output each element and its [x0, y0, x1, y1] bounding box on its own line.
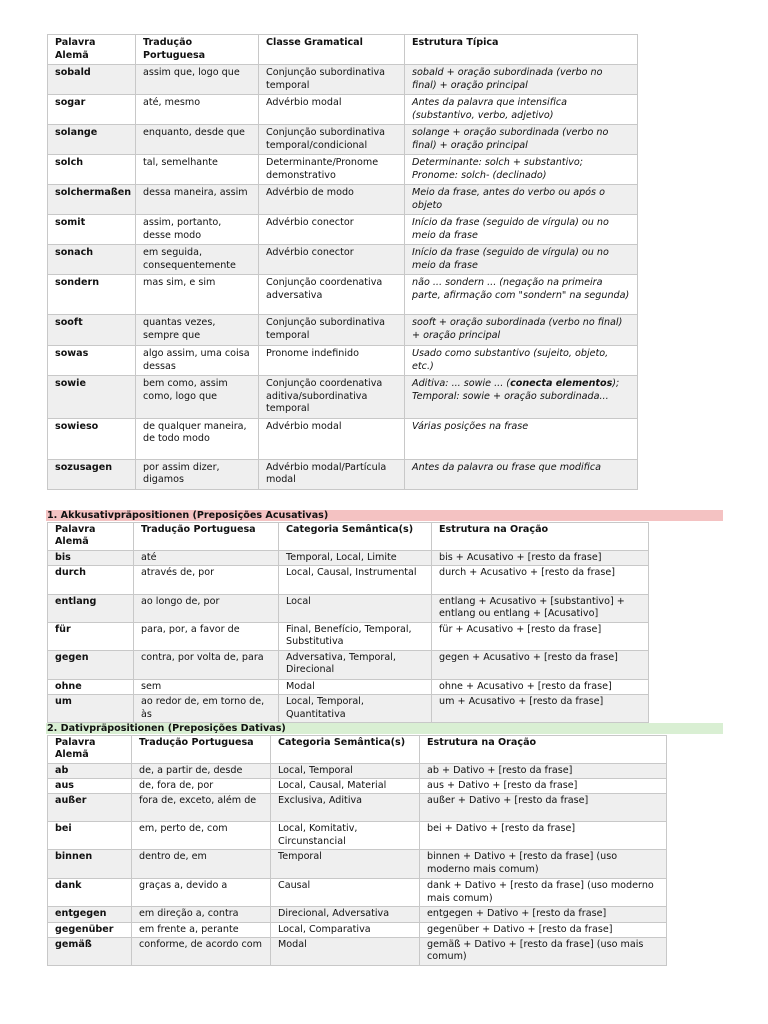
- category-cell: Exclusiva, Aditiva: [271, 794, 420, 822]
- category-cell: Local, Temporal: [271, 764, 420, 779]
- translation-cell: de qualquer maneira, de todo modo: [136, 418, 259, 459]
- column-header: Classe Gramatical: [259, 35, 405, 65]
- word-cell: somit: [48, 215, 136, 245]
- word-cell: sondern: [48, 275, 136, 315]
- structure-cell: [405, 376, 638, 419]
- table-header-row: [48, 35, 638, 65]
- translation-cell: assim, portanto, desse modo: [136, 215, 259, 245]
- translation-cell: através de, por: [134, 566, 279, 595]
- table-row: [48, 65, 638, 95]
- column-header: Estrutura Típica: [405, 35, 638, 65]
- class-cell: Advérbio conector: [259, 245, 405, 275]
- word-cell: außer: [48, 794, 132, 822]
- translation-cell: contra, por volta de, para: [134, 651, 279, 680]
- table-row: [48, 566, 649, 595]
- structure-cell: dank + Dativo + [resto da frase] (uso moderno mais comum): [420, 879, 667, 907]
- word-cell: bis: [48, 551, 134, 566]
- category-cell: Final, Benefício, Temporal, Substitutiva: [279, 623, 432, 651]
- translation-cell: em frente a, perante: [132, 922, 271, 937]
- table-row: [48, 125, 638, 155]
- table-row: [48, 459, 638, 489]
- translation-cell: de, a partir de, desde: [132, 764, 271, 779]
- category-cell: Local, Komitativ, Circunstancial: [271, 822, 420, 850]
- translation-cell: quantas vezes, sempre que: [136, 315, 259, 346]
- structure-cell: Antes da palavra ou frase que modifica: [405, 459, 638, 489]
- table-row: [48, 315, 638, 346]
- structure-cell: aus + Dativo + [resto da frase]: [420, 779, 667, 794]
- structure-cell: gemäß + Dativo + [resto da frase] (uso mais comum): [420, 937, 667, 965]
- table-row: [48, 595, 649, 623]
- structure-bold-text: conecta elementos: [510, 378, 613, 389]
- word-cell: entlang: [48, 595, 134, 623]
- translation-cell: dessa maneira, assim: [136, 185, 259, 215]
- table-row: [48, 346, 638, 376]
- structure-cell: bis + Acusativo + [resto da frase]: [432, 551, 649, 566]
- structure-cell: Várias posições na frase: [405, 418, 638, 459]
- word-cell: für: [48, 623, 134, 651]
- category-cell: Local, Temporal, Quantitativa: [279, 695, 432, 723]
- structure-cell: Antes da palavra que intensifica (substantivo, verbo, adjetivo): [405, 95, 638, 125]
- word-cell: dank: [48, 879, 132, 907]
- structure-cell: sooft + oração subordinada (verbo no final) + oração principal: [405, 315, 638, 346]
- translation-cell: algo assim, uma coisa dessas: [136, 346, 259, 376]
- word-cell: solange: [48, 125, 136, 155]
- translation-cell: fora de, exceto, além de: [132, 794, 271, 822]
- table-row: [48, 95, 638, 125]
- column-header: Palavra Alemã: [48, 523, 134, 551]
- category-cell: Modal: [271, 937, 420, 965]
- word-cell: solch: [48, 155, 136, 185]
- translation-cell: enquanto, desde que: [136, 125, 259, 155]
- word-cell: durch: [48, 566, 134, 595]
- word-cell: gegen: [48, 651, 134, 680]
- translation-cell: bem como, assim como, logo que: [136, 376, 259, 419]
- word-cell: sowieso: [48, 418, 136, 459]
- translation-cell: tal, semelhante: [136, 155, 259, 185]
- translation-cell: sem: [134, 680, 279, 695]
- translation-cell: mas sim, e sim: [136, 275, 259, 315]
- class-cell: Pronome indefinido: [259, 346, 405, 376]
- class-cell: Advérbio modal/Partícula modal: [259, 459, 405, 489]
- translation-cell: de, fora de, por: [132, 779, 271, 794]
- translation-cell: ao longo de, por: [134, 595, 279, 623]
- dative-prepositions-table: [47, 735, 667, 966]
- word-cell: gemäß: [48, 937, 132, 965]
- column-header: Palavra Alemã: [48, 736, 132, 764]
- structure-cell: ab + Dativo + [resto da frase]: [420, 764, 667, 779]
- conjunctions-adverbs-table: [47, 34, 638, 490]
- translation-cell: até, mesmo: [136, 95, 259, 125]
- structure-text: ); Temporal: sowie + oração subordinada...: [412, 378, 620, 402]
- class-cell: Advérbio conector: [259, 215, 405, 245]
- table-row: [48, 922, 667, 937]
- word-cell: ohne: [48, 680, 134, 695]
- translation-cell: em, perto de, com: [132, 822, 271, 850]
- translation-cell: até: [134, 551, 279, 566]
- structure-text: Aditiva: ... sowie ... (: [412, 378, 511, 389]
- class-cell: Conjunção subordinativa temporal/condicional: [259, 125, 405, 155]
- word-cell: aus: [48, 779, 132, 794]
- word-cell: binnen: [48, 850, 132, 879]
- class-cell: Advérbio modal: [259, 418, 405, 459]
- structure-cell: um + Acusativo + [resto da frase]: [432, 695, 649, 723]
- class-cell: Conjunção coordenativa adversativa: [259, 275, 405, 315]
- word-cell: ab: [48, 764, 132, 779]
- word-cell: um: [48, 695, 134, 723]
- column-header: Categoria Semântica(s): [279, 523, 432, 551]
- column-header: Tradução Portuguesa: [136, 35, 259, 65]
- translation-cell: ao redor de, em torno de, às: [134, 695, 279, 723]
- category-cell: Adversativa, Temporal, Direcional: [279, 651, 432, 680]
- word-cell: sowie: [48, 376, 136, 419]
- structure-cell: durch + Acusativo + [resto da frase]: [432, 566, 649, 595]
- column-header: Tradução Portuguesa: [134, 523, 279, 551]
- class-cell: Conjunção subordinativa temporal: [259, 315, 405, 346]
- translation-cell: assim que, logo que: [136, 65, 259, 95]
- table-row: [48, 695, 649, 723]
- translation-cell: em direção a, contra: [132, 907, 271, 922]
- column-header: Estrutura na Oração: [420, 736, 667, 764]
- table-row: [48, 907, 667, 922]
- word-cell: gegenüber: [48, 922, 132, 937]
- word-cell: sobald: [48, 65, 136, 95]
- structure-cell: Meio da frase, antes do verbo ou após o objeto: [405, 185, 638, 215]
- structure-cell: solange + oração subordinada (verbo no final) + oração principal: [405, 125, 638, 155]
- structure-cell: entlang + Acusativo + [substantivo] + entlang ou entlang + [Acusativo]: [432, 595, 649, 623]
- word-cell: sonach: [48, 245, 136, 275]
- category-cell: Direcional, Adversativa: [271, 907, 420, 922]
- category-cell: Local, Comparativa: [271, 922, 420, 937]
- structure-cell: ohne + Acusativo + [resto da frase]: [432, 680, 649, 695]
- table-row: [48, 185, 638, 215]
- class-cell: Advérbio modal: [259, 95, 405, 125]
- table-row: [48, 879, 667, 907]
- translation-cell: conforme, de acordo com: [132, 937, 271, 965]
- table-row: [48, 155, 638, 185]
- structure-cell: Usado como substantivo (sujeito, objeto, etc.): [405, 346, 638, 376]
- word-cell: entgegen: [48, 907, 132, 922]
- table-header-row: [48, 736, 667, 764]
- word-cell: sowas: [48, 346, 136, 376]
- class-cell: Conjunção coordenativa aditiva/subordinativa temporal: [259, 376, 405, 419]
- structure-cell: entgegen + Dativo + [resto da frase]: [420, 907, 667, 922]
- structure-cell: Determinante: solch + substantivo; Pronome: solch- (declinado): [405, 155, 638, 185]
- column-header: Palavra Alemã: [48, 35, 136, 65]
- category-cell: Causal: [271, 879, 420, 907]
- structure-cell: Início da frase (seguido de vírgula) ou no meio da frase: [405, 245, 638, 275]
- category-cell: Local, Causal, Material: [271, 779, 420, 794]
- column-header: Estrutura na Oração: [432, 523, 649, 551]
- word-cell: sogar: [48, 95, 136, 125]
- table-row: [48, 937, 667, 965]
- structure-cell: gegenüber + Dativo + [resto da frase]: [420, 922, 667, 937]
- word-cell: bei: [48, 822, 132, 850]
- table-row: [48, 551, 649, 566]
- structure-cell: für + Acusativo + [resto da frase]: [432, 623, 649, 651]
- word-cell: sooft: [48, 315, 136, 346]
- column-header: Tradução Portuguesa: [132, 736, 271, 764]
- translation-cell: em seguida, consequentemente: [136, 245, 259, 275]
- table-row: [48, 623, 649, 651]
- class-cell: Conjunção subordinativa temporal: [259, 65, 405, 95]
- table-row: [48, 822, 667, 850]
- section-heading-dative: 2. Dativpräpositionen (Preposições Dativas): [46, 723, 723, 734]
- structure-cell: bei + Dativo + [resto da frase]: [420, 822, 667, 850]
- table-row: [48, 850, 667, 879]
- class-cell: Determinante/Pronome demonstrativo: [259, 155, 405, 185]
- table-row: [48, 275, 638, 315]
- table-row: [48, 651, 649, 680]
- translation-cell: por assim dizer, digamos: [136, 459, 259, 489]
- section-heading-accusative: 1. Akkusativpräpositionen (Preposições Acusativas): [46, 510, 723, 521]
- table-row: [48, 764, 667, 779]
- structure-cell: binnen + Dativo + [resto da frase] (uso moderno mais comum): [420, 850, 667, 879]
- accusative-prepositions-table: [47, 522, 649, 723]
- table-row: [48, 418, 638, 459]
- category-cell: Temporal, Local, Limite: [279, 551, 432, 566]
- table-row: [48, 245, 638, 275]
- structure-cell: Início da frase (seguido de vírgula) ou no meio da frase: [405, 215, 638, 245]
- structure-cell: gegen + Acusativo + [resto da frase]: [432, 651, 649, 680]
- structure-cell: não ... sondern ... (negação na primeira parte, afirmação com "sondern" na segunda): [405, 275, 638, 315]
- table-header-row: [48, 523, 649, 551]
- structure-cell: sobald + oração subordinada (verbo no final) + oração principal: [405, 65, 638, 95]
- translation-cell: para, por, a favor de: [134, 623, 279, 651]
- structure-cell: außer + Dativo + [resto da frase]: [420, 794, 667, 822]
- category-cell: Local, Causal, Instrumental: [279, 566, 432, 595]
- translation-cell: graças a, devido a: [132, 879, 271, 907]
- category-cell: Modal: [279, 680, 432, 695]
- translation-cell: dentro de, em: [132, 850, 271, 879]
- column-header: Categoria Semântica(s): [271, 736, 420, 764]
- category-cell: Temporal: [271, 850, 420, 879]
- category-cell: Local: [279, 595, 432, 623]
- table-row: [48, 215, 638, 245]
- word-cell: solchermaßen: [48, 185, 136, 215]
- table-row: [48, 376, 638, 419]
- class-cell: Advérbio de modo: [259, 185, 405, 215]
- table-row: [48, 680, 649, 695]
- table-row: [48, 779, 667, 794]
- table-row: [48, 794, 667, 822]
- word-cell: sozusagen: [48, 459, 136, 489]
